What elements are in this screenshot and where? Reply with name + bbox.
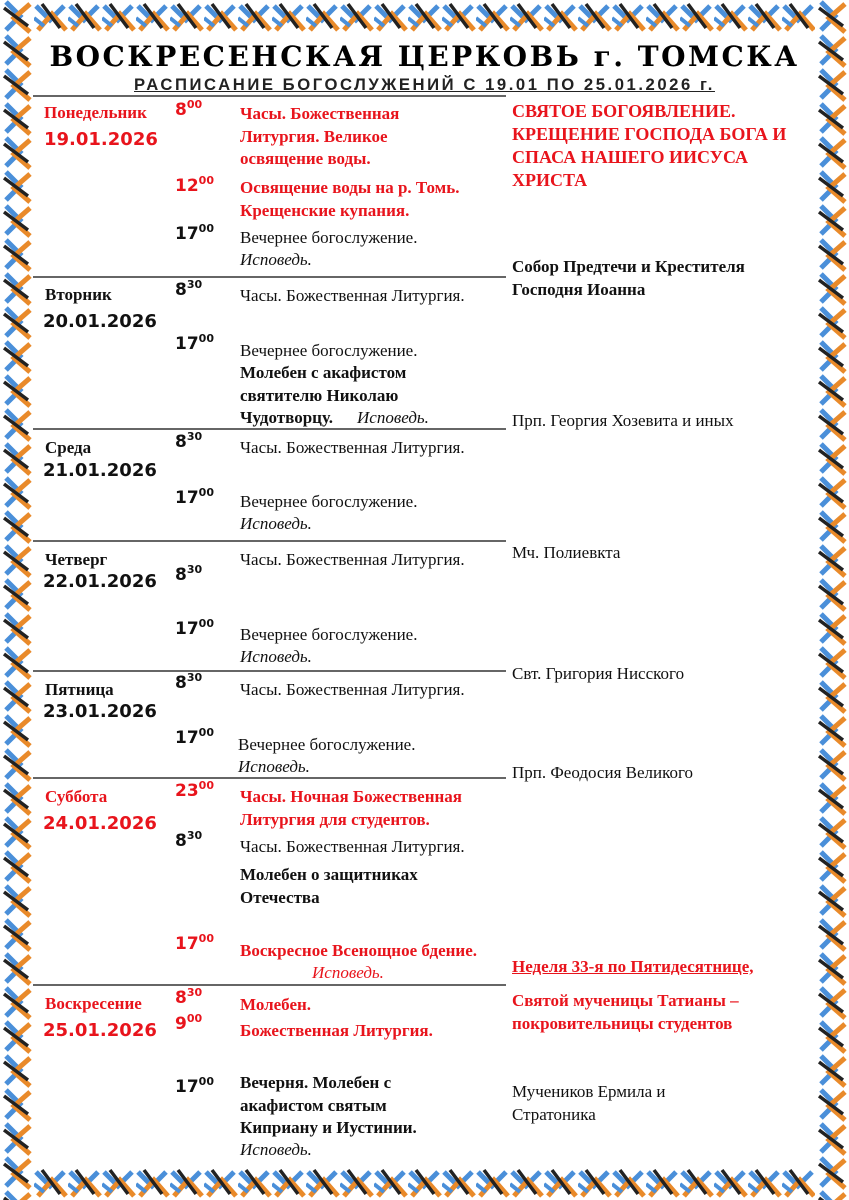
service-time: $17^{00}$ [175,486,214,508]
day-date: 24.01.2026 [43,813,157,834]
day-date: 21.01.2026 [43,460,157,481]
day-name: Вторник [45,285,112,304]
row-divider [33,984,506,986]
feast-title: СВЯТОЕ БОГОЯВЛЕНИЕ. КРЕЩЕНИЕ ГОСПОДА БОГА И СПАСА НАШЕГО ИИСУСА ХРИСТА [512,101,787,190]
service-time: $8^{00}$ [175,98,203,120]
service-text: Воскресное Всенощное бдение. [240,941,478,960]
feast-title: Собор Предтечи и Крестителя Господня Иоанна [512,257,745,299]
service-text: Часы. Божественная Литургия. [240,438,465,457]
service-time: $17^{00}$ [175,332,214,354]
day-name: Воскресение [45,994,142,1013]
day-name: Четверг [45,550,108,569]
feast-title: Святой мученицы Татианы – покровительницы студентов [512,991,739,1033]
service-text: Часы. Божественная Литургия. [240,837,465,856]
row-divider [33,95,506,97]
service-text: Вечернее богослужение. [240,228,418,247]
day-name: Понедельник [44,103,147,122]
service-text: Часы. Божественная Литургия. Великое освящение воды. [240,104,400,168]
confession-note: Исповедь. [240,1140,312,1159]
service-text: Молебен. [240,995,312,1014]
service-time: $8^{30}$ [175,671,203,693]
service-text: Вечернее богослужение. [240,492,418,511]
confession-note: Исповедь. [312,963,384,982]
row-divider [33,276,506,278]
service-text: Часы. Божественная Литургия. [240,550,465,569]
feast-title: Прп. Феодосия Великого [512,763,694,782]
confession-note: Исповедь. [357,408,429,427]
service-time: $12^{00}$ [175,174,214,196]
sunday-week-title: Неделя 33-я по Пятидесятнице, [512,957,754,976]
service-time: $8^{30}$ [175,829,203,851]
day-name: Пятница [45,680,114,699]
service-text: Часы. Божественная Литургия. [240,680,465,699]
feast-title: Свт. Григория Нисского [512,664,685,683]
day-name: Суббота [45,787,108,806]
service-text: Вечернее богослужение. [240,341,418,360]
service-time: $8^{30}$ [175,563,203,585]
service-text: Божественная Литургия. [240,1021,433,1040]
confession-note: Исповедь. [238,757,310,776]
service-time: $17^{00}$ [175,726,214,748]
confession-note: Исповедь. [240,250,312,269]
day-date: 23.01.2026 [43,701,157,722]
service-text: Вечернее богослужение. [238,735,416,754]
celtic-knot-border-bottom [0,1166,849,1200]
service-text: Часы. Божественная Литургия. [240,286,465,305]
service-bold-text: Молебен с акафистом святителю Николаю Чудотворцу. [240,363,407,427]
service-time: $17^{00}$ [175,1075,214,1097]
service-time: $8^{30}$ [175,278,203,300]
day-name: Среда [45,438,92,457]
service-text: Вечерня. Молебен с акафистом святым Киприану и Иустинии. [240,1073,417,1137]
service-time: $8^{30}$ [175,986,203,1008]
day-date: 25.01.2026 [43,1020,157,1041]
service-text: Освящение воды на р. Томь. Крещенские купания. [240,178,460,220]
row-divider [33,540,506,542]
service-bold-text: Молебен о защитниках Отечества [240,865,418,907]
row-divider [33,670,506,672]
service-text: Часы. Ночная Божественная Литургия для студентов. [240,787,462,829]
schedule-subtitle: РАСПИСАНИЕ БОГОСЛУЖЕНИЙ С 19.01 ПО 25.01.2026 г. [134,75,715,94]
service-time: $9^{00}$ [175,1012,203,1034]
service-time: $17^{00}$ [175,222,214,244]
celtic-knot-border-left [0,0,34,1200]
confession-note: Исповедь. [240,647,312,666]
day-date: 22.01.2026 [43,571,157,592]
feast-title: Прп. Георгия Хозевита и иных [512,411,734,430]
service-time: $23^{00}$ [175,779,214,801]
celtic-knot-border-top [0,0,849,34]
day-date: 20.01.2026 [43,311,157,332]
service-time: $17^{00}$ [175,617,214,639]
service-text: Вечернее богослужение. [240,625,418,644]
service-time: $17^{00}$ [175,932,214,954]
celtic-knot-border-right [815,0,849,1200]
day-date: 19.01.2026 [44,129,158,150]
feast-title: Мч. Полиевкта [512,543,621,562]
feast-title: Мучеников Ермила и Стратоника [512,1082,666,1124]
confession-note: Исповедь. [240,514,312,533]
service-time: $8^{30}$ [175,430,203,452]
page-title: ВОСКРЕСЕНСКАЯ ЦЕРКОВЬ г. ТОМСКА [49,40,800,73]
